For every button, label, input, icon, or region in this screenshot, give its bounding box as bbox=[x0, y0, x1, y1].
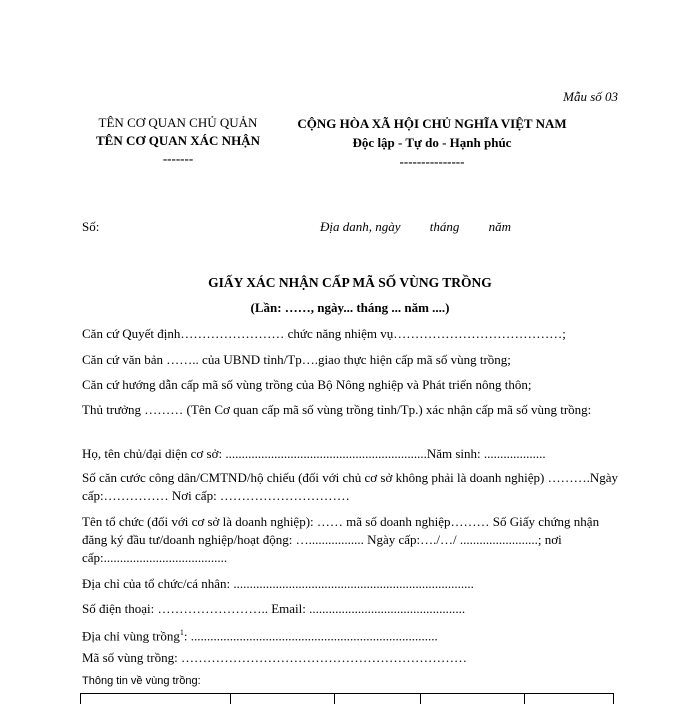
confirming-agency-name: TÊN CƠ QUAN XÁC NHẬN bbox=[96, 133, 260, 148]
parent-agency-name: TÊN CƠ QUAN CHỦ QUẢN bbox=[98, 115, 258, 130]
id-card-field: Số căn cước công dân/CMTND/hộ chiếu (đối với chủ cơ sở không phải là doanh nghiệp) ……….Ngày cấp:…………… Nơi cấp: ………………………… bbox=[82, 470, 619, 503]
basis-document: Căn cứ văn bản …….. của UBND tỉnh/Tp….giao thực hiện cấp mã số vùng trồng; bbox=[82, 352, 511, 367]
table-col-divider bbox=[420, 694, 421, 704]
basis-guidance: Căn cứ hướng dẫn cấp mã số vùng trồng của Bộ Nông nghiệp và Phát triển nông thôn; bbox=[82, 377, 532, 392]
address-dots: : ............................................................................ bbox=[183, 628, 438, 644]
form-number: Mẫu số 03 bbox=[563, 89, 618, 104]
document-number-label: Số: bbox=[82, 219, 100, 234]
table-col-divider bbox=[334, 694, 335, 704]
document-title: GIẤY XÁC NHẬN CẤP MÃ SỐ VÙNG TRỒNG bbox=[208, 275, 492, 290]
organization-address-field: Địa chỉ của tổ chức/cá nhân: .......................................................................... bbox=[82, 576, 474, 591]
month-label: tháng bbox=[429, 219, 460, 234]
left-header-dashes: ------- bbox=[162, 151, 194, 166]
address-label: Địa chỉ vùng trồng bbox=[82, 628, 180, 644]
phone-email-field: Số điện thoại: …………………….. Email: ................................................ bbox=[82, 601, 466, 616]
growing-area-table bbox=[80, 693, 614, 704]
right-header-dashes: --------------- bbox=[399, 154, 465, 169]
growing-area-address-field bbox=[82, 624, 622, 645]
issuing-agency-header bbox=[78, 114, 278, 168]
document-subtitle: (Lần: ……, ngày... tháng ... năm ....) bbox=[250, 300, 450, 315]
national-header bbox=[262, 114, 602, 171]
organization-field: Tên tổ chức (đối với cơ sở là doanh nghiệp): …… mã số doanh nghiệp……… Số Giấy chứng nhận đăng ký đầu tư/doanh nghiệp/hoạt động: …................. Ngày cấp:…./…/ ........................; nơi cấp:...................................... bbox=[82, 514, 600, 565]
national-motto: Độc lập - Tự do - Hạnh phúc bbox=[352, 135, 512, 150]
year-label: năm bbox=[488, 219, 512, 234]
country-name: CỘNG HÒA XÃ HỘI CHỦ NGHĨA VIỆT NAM bbox=[297, 116, 567, 131]
table-col-divider bbox=[230, 694, 231, 704]
place-date-line bbox=[320, 219, 537, 235]
owner-name-field: Họ, tên chủ/đại diện cơ sở: ..............................................................Năm sinh: ................... bbox=[82, 446, 546, 461]
table-col-divider bbox=[524, 694, 525, 704]
basis-decision: Căn cứ Quyết định…………………… chức năng nhiệm vụ…………………………………; bbox=[82, 326, 566, 341]
certification-statement: Thủ trưởng ……… (Tên Cơ quan cấp mã số vùng trồng tỉnh/Tp.) xác nhận cấp mã số vùng trồng: bbox=[82, 402, 592, 417]
table-border-right bbox=[613, 694, 614, 704]
table-caption: Thông tin về vùng trồng: bbox=[82, 675, 201, 687]
table-border-left bbox=[80, 694, 81, 704]
footnote-marker: 1 bbox=[179, 628, 184, 637]
place-day-label: Địa danh, ngày bbox=[320, 219, 401, 234]
growing-area-code-field: Mã số vùng trồng: ………………………………………………………… bbox=[82, 650, 467, 665]
